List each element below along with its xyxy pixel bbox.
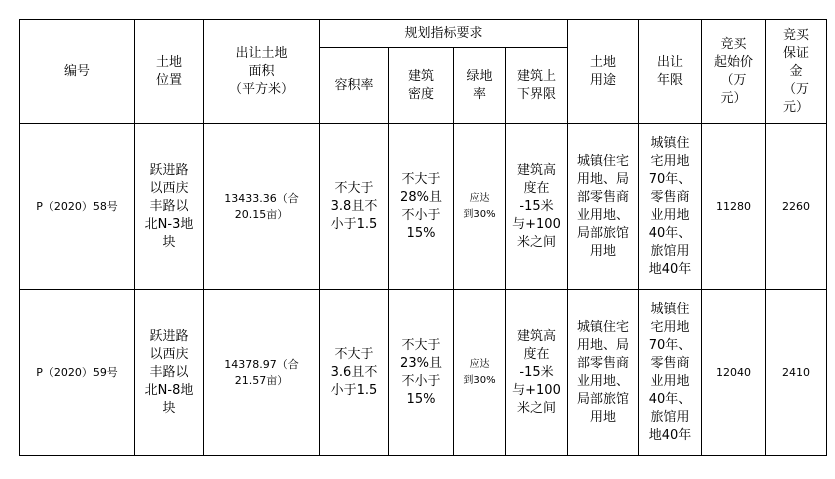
cell-code: P（2020）59号 [20, 290, 135, 456]
cell-code: P（2020）58号 [20, 124, 135, 290]
header-term: 出让 年限 [639, 20, 702, 124]
cell-density: 不大于 23%且 不小于 15% [389, 290, 454, 456]
header-area: 出让土地 面积 （平方米） [204, 20, 320, 124]
cell-term: 城镇住 宅用地 70年、 零售商 业用地 40年、 旅馆用 地40年 [639, 124, 702, 290]
cell-green: 应达 到30% [454, 290, 506, 456]
cell-height-limit: 建筑高 度在 -15米 与+100 米之间 [506, 124, 568, 290]
cell-green: 应达 到30% [454, 124, 506, 290]
cell-area: 14378.97（合 21.57亩） [204, 290, 320, 456]
header-usage: 土地 用途 [568, 20, 639, 124]
cell-deposit: 2260 [766, 124, 827, 290]
header-density: 建筑 密度 [389, 48, 454, 124]
table-row [20, 124, 827, 290]
header-start-price: 竞买 起始价 （万 元） [702, 20, 766, 124]
land-auction-table [19, 19, 827, 456]
cell-height-limit: 建筑高 度在 -15米 与+100 米之间 [506, 290, 568, 456]
cell-start-price: 12040 [702, 290, 766, 456]
cell-usage: 城镇住宅 用地、局 部零售商 业用地、 局部旅馆 用地 [568, 124, 639, 290]
cell-far: 不大于 3.8且不 小于1.5 [320, 124, 389, 290]
table-row [20, 290, 827, 456]
header-location: 土地 位置 [135, 20, 204, 124]
cell-deposit: 2410 [766, 290, 827, 456]
header-green: 绿地 率 [454, 48, 506, 124]
cell-density: 不大于 28%且 不小于 15% [389, 124, 454, 290]
header-far: 容积率 [320, 48, 389, 124]
cell-usage: 城镇住宅 用地、局 部零售商 业用地、 局部旅馆 用地 [568, 290, 639, 456]
cell-location: 跃进路 以西庆 丰路以 北N-3地 块 [135, 124, 204, 290]
cell-area: 13433.36（合 20.15亩） [204, 124, 320, 290]
cell-term: 城镇住 宅用地 70年、 零售商 业用地 40年、 旅馆用 地40年 [639, 290, 702, 456]
header-code: 编号 [20, 20, 135, 124]
cell-start-price: 11280 [702, 124, 766, 290]
header-planning: 规划指标要求 [320, 20, 568, 48]
header-row-top [20, 20, 827, 48]
cell-location: 跃进路 以西庆 丰路以 北N-8地 块 [135, 290, 204, 456]
cell-far: 不大于 3.6且不 小于1.5 [320, 290, 389, 456]
header-deposit: 竞买 保证 金 （万 元） [766, 20, 827, 124]
header-height-limit: 建筑上 下界限 [506, 48, 568, 124]
